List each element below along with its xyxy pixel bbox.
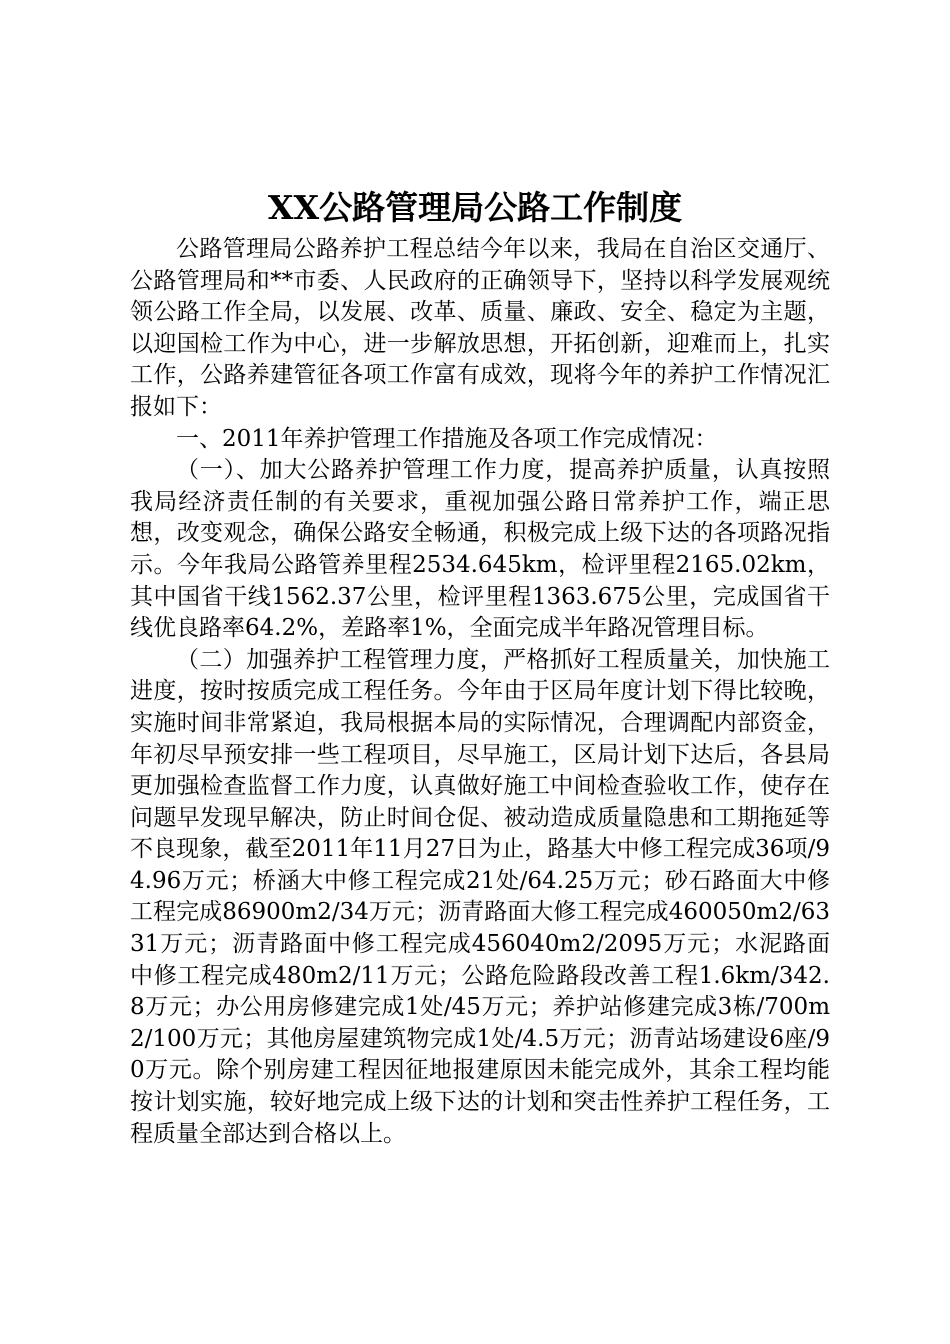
document-body: [130, 234, 830, 1150]
paragraph-item-two: （二）加强养护工程管理力度，严格抓好工程质量关，加快施工进度，按时按质完成工程任务。今年由于区局年度计划下得比较晚，实施时间非常紧迫，我局根据本局的实际情况，合理调配内部资金，年初尽早预安排一些工程项目，尽早施工，区局计划下达后，各县局更加强检查监督工作力度，认真做好施工中间检查验收工作，使存在问题早发现早解决，防止时间仓促、被动造成质量隐患和工期拖延等不良现象，截至2011年11月27日为止，路基大中修工程完成36项/94.96万元；桥涵大中修工程完成21处/64.25万元；砂石路面大中修工程完成86900m2/34万元；沥青路面大修工程完成460050m2/6331万元；沥青路面中修工程完成456040m2/2095万元；水泥路面中修工程完成480m2/11万元；公路危险路段改善工程1.6km/342.8万元；办公用房修建完成1处/45万元；养护站修建完成3栋/700m2/100万元；其他房屋建筑物完成1处/4.5万元；沥青站场建设6座/90万元。除个别房建工程因征地报建原因未能完成外，其余工程均能按计划实施，较好地完成上级下达的计划和突击性养护工程任务，工程质量全部达到合格以上。: [130, 646, 830, 1147]
paragraph-item-one: （一）、加大公路养护管理工作力度，提高养护质量，认真按照我局经济责任制的有关要求，重视加强公路日常养护工作，端正思想，改变观念，确保公路安全畅通，积极完成上级下达的各项路况指示。今年我局公路管养里程2534.645km，检评里程2165.02km，其中国省干线1562.37公里，检评里程1363.675公里，完成国省干线优良路率64.2%，差路率1%，全面完成半年路况管理目标。: [130, 457, 830, 642]
document-title: XX公路管理局公路工作制度: [267, 188, 683, 227]
paragraph-intro: 公路管理局公路养护工程总结今年以来，我局在自治区交通厅、公路管理局和**市委、人民政府的正确领导下，坚持以科学发展观统领公路工作全局，以发展、改革、质量、廉政、安全、稳定为主题，以迎国检工作为中心，进一步解放思想，开拓创新，迎难而上，扎实工作，公路养建管征各项工作富有成效，现将今年的养护工作情况汇报如下：: [130, 236, 830, 420]
paragraph-section-heading: 一、2011年养护管理工作措施及各项工作完成情况：: [176, 425, 718, 452]
